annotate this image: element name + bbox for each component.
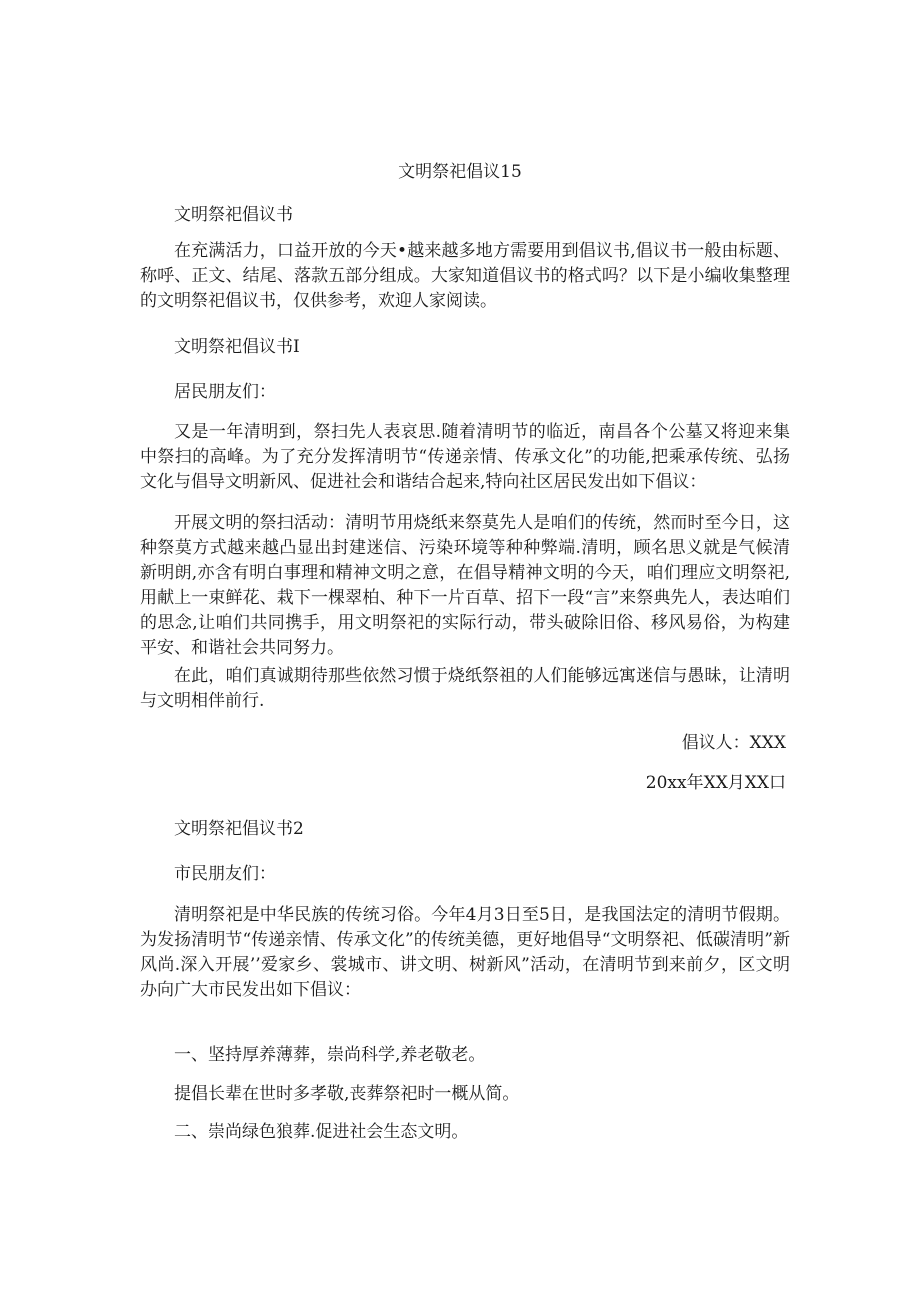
section2-heading: 文明祭祀倡议书2 (174, 819, 304, 839)
section1-paragraph-3: 在此，咱们真诚期待那些依然习惯于烧纸祭祖的人们能够远寓迷信与愚昧，让清明与文明相伴前行. (140, 666, 790, 711)
section1-paragraph-2: 开展文明的祭扫活动：清明节用烧纸来祭莫先人是咱们的传统，然而时至今日，这种祭莫方式越来越凸显出封建迷信、污染环境等种种弊端.清明，顾名思义就是气候清新明朗,亦含有明白事理和精神文明之意，在倡导精神文明的今天，咱们理应文明祭祀,用献上一束鲜花、栽下一棵翠柏、种下一片百草、招下一段“言”来祭典先人，表达咱们的思念,让咱们共同携手，用文明祭祀的实际行动，带头破除旧俗、移风易俗，为构建平安、和谐社会共同努力。 (140, 513, 790, 658)
date-line: 20xx年XX月XX口 (645, 773, 786, 793)
section1-heading: 文明祭祀倡议书I (174, 337, 300, 357)
document-title: 文明祭祀倡议15 (398, 162, 522, 182)
section2-salutation: 市民朋友们： (174, 864, 276, 884)
main-heading: 文明祭祀倡议书 (174, 205, 293, 225)
section2-item-2: 二、崇尚绿色狼葬.促进社会生态文明。 (174, 1122, 469, 1142)
signer-line: 倡议人：XXX (681, 733, 786, 753)
section2-paragraph-1: 清明祭祀是中华民族的传统习俗。今年4月3日至5日，是我国法定的清明节假期。为发扬清明节“传递亲情、传承文化”的传统美德，更好地倡导“文明祭祀、低碳清明”新风尚.深入开展’’爱家乡、裳城市、讲文明、树新风”活动，在清明节到来前夕，区文明办向广大市民发出如下倡议： (140, 905, 790, 1000)
intro-paragraph: 在充满活力，口益开放的今天•越来越多地方需要用到倡议书,倡议书一般由标题、称呼、正文、结尾、落款五部分组成。大家知道倡议书的格式吗？以下是小编收集整理的文明祭祀倡议书，仅供参考，欢迎人家阅读。 (140, 241, 790, 311)
section1-paragraph-1: 又是一年清明到，祭扫先人表哀思.随着清明节的临近，南昌各个公墓又将迎来集中祭扫的高峰。为了充分发挥清明节“传递亲情、传承文化”的功能,把乘承传统、弘扬文化与倡导文明新风、促进社会和谐结合起来,特向社区居民发出如下倡议： (140, 422, 790, 492)
section2-item-1-detail: 提倡长辈在世时多孝敬,丧葬祭祀时一概从简。 (174, 1084, 520, 1104)
section1-salutation: 居民朋友们： (174, 382, 276, 402)
section2-item-1: 一、坚持厚养薄葬，崇尚科学,养老敬老。 (174, 1045, 486, 1065)
